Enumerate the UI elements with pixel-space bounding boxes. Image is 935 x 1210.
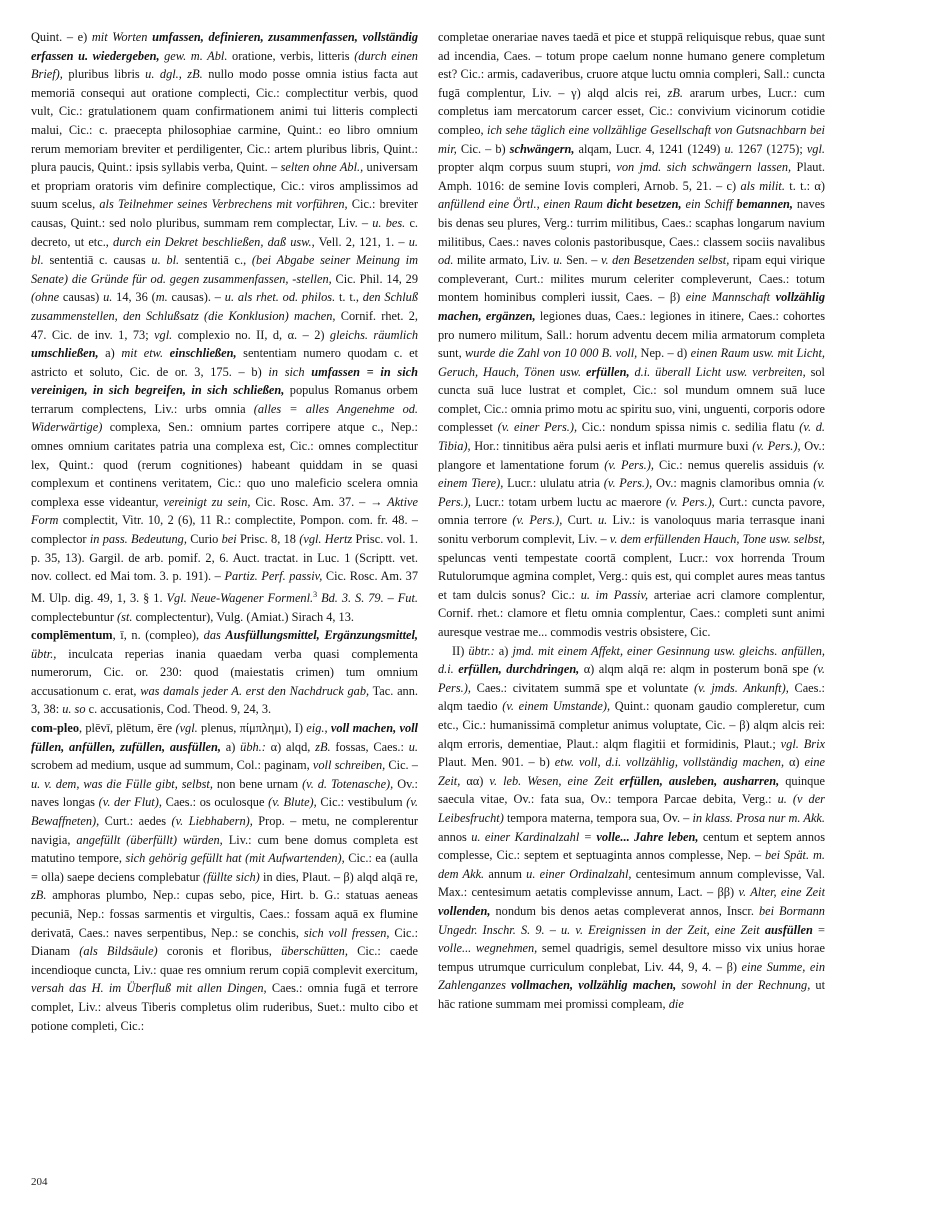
text-run: t. t.: α): [784, 178, 825, 193]
gloss-italic: u. bl.: [151, 253, 180, 268]
gloss-italic: vereinigt zu sein,: [163, 494, 251, 509]
gloss-italic: voll schreiben,: [312, 758, 386, 773]
text-run: oratione, verbis, litteris: [227, 48, 355, 63]
gloss-italic: wurde die Zahl von 10 000 B. voll,: [464, 346, 638, 361]
gloss-italic: (alles = alles Angenehme od. Widerwärtige): [31, 401, 418, 435]
gloss-italic: angefüllt (überfüllt) würden,: [76, 832, 223, 847]
text-run: Curt.: [562, 513, 598, 528]
gloss-italic: als milit.: [740, 178, 785, 193]
gloss-italic: durch ein Dekret beschließen, daß usw.,: [113, 234, 315, 249]
text-run: non bene urnam: [212, 776, 303, 791]
headword: com-pleo: [31, 721, 79, 736]
dictionary-entry: [438, 642, 825, 1014]
gloss-italic: den Schluß zusammenstellen, den Schlußsatz (die Konklusion) machen,: [31, 290, 418, 323]
gloss-italic: in klass. Prosa nur m. Akk.: [692, 810, 825, 825]
text-run: causas): [59, 290, 104, 305]
text-run: speluncas venti tempestate coortā complent, Lucr.: vox horrenda Troum Rutulorumque agmina complet, Verg.: quis est, qui complet aures meas tantus et tam dulcis sonus? Cic.:: [438, 550, 825, 602]
left-column: [31, 28, 418, 1168]
text-run: Cic.: breviter causas, Quint.: sed nolo pluribus, summam rem complectar, Liv. –: [31, 197, 418, 230]
text-run: Quint. – e): [31, 30, 92, 44]
text-run: universam et propriam oratoris vim definire complectique, Cic.: viros amplissimos ad suum scelus,: [31, 160, 418, 212]
text-run: αα): [460, 773, 490, 788]
translation-bold: umfassen = in sich vereinigen, in sich begreifen, in sich schließen,: [31, 364, 418, 398]
gloss-italic: v. dem erfüllenden Hauch, Tone usw. selbst,: [609, 532, 825, 547]
text-run: causas). –: [167, 290, 225, 305]
gloss-italic: (v. einem Tiere),: [438, 457, 825, 491]
text-run: inculcata reperias inania quaedam verba quasi complementa numerorum, Cic. or. 230: quod (maiestatis crimen) tum omnium accusationum c. erat,: [31, 646, 418, 698]
gloss-italic: (vgl.: [175, 721, 198, 736]
text-run: annum: [484, 866, 527, 881]
text-run: Liv.: cum bene domus completa est matutino tempore,: [31, 832, 418, 866]
gloss-italic: (füllte sich): [203, 869, 260, 884]
text-run: quinque saecula vitae, Ov.: fata sua, Ov.: tempora Parcae debita, Verg.:: [438, 773, 825, 807]
text-run: 1267 (1275);: [733, 141, 807, 156]
text-run: populus Romanus orbem terrarum complectens, Liv.: urbs omnia: [31, 383, 418, 416]
text-run: complectentur), Vulg. (Amiat.) Sirach 4, 13.: [132, 609, 354, 624]
text-run: pluribus libris: [62, 67, 146, 82]
gloss-italic: volle... wegnehmen,: [438, 941, 538, 956]
gloss-italic: anfüllend eine Örtl., einen Raum: [438, 197, 607, 212]
text-run: sententiā c.,: [179, 253, 252, 268]
headword: complēmentum: [31, 628, 113, 643]
gloss-italic: u. einer Kardinalzahl =: [471, 829, 597, 844]
text-run: legiones duas, Caes.: legiones in itinere, Caes.: cohortes pro numero militum, Sall.: horum adventu decem milia armatorum completa sunt,: [438, 308, 825, 361]
text-run: annos: [438, 829, 472, 844]
text-run: ripam equi virique compleverant, Curt.: milites murum celeriter compleverunt, Caes.: totum montem hominibus compleri iussit, Caes. – β): [438, 253, 825, 305]
translation-bold: vollmachen, vollzählig machen,: [511, 978, 677, 993]
text-run: Prisc. vol. 1. p. 35, 13). Gargil. de arb. pomif. 2, 6. Auct. tractat. in Luc. 1 (Scriptt. vet. nov. collect. ed Mai tom. 3. p. 191). –: [31, 532, 418, 584]
gloss-italic: u. (v der Leibesfrucht): [438, 792, 825, 825]
gloss-italic: (v. d. Tibia),: [438, 420, 825, 454]
text-run: milite armato, Liv.: [453, 253, 554, 268]
gloss-italic: in pass. Bedeutung,: [89, 532, 187, 547]
gloss-italic: gleichs. räumlich: [329, 327, 418, 342]
translation-bold: dicht besetzen,: [606, 197, 682, 212]
text-run: nondum bis denos aetas compleverat annos, Inscr.: [490, 903, 759, 918]
translation-bold: ausfüllen: [764, 922, 813, 937]
translation-bold: erfüllen, durchdringen,: [458, 662, 580, 677]
gloss-italic: od.: [438, 253, 454, 268]
gloss-italic: d.i. überall Licht usw. verbreiten,: [634, 364, 806, 379]
text-run: α) alqm alqā re: alqm in posterum bonā spe: [579, 662, 814, 677]
text-run: t. t.,: [335, 290, 363, 305]
gloss-italic: u.: [597, 513, 608, 528]
gloss-italic: (v. jmds. Ankunft),: [693, 680, 789, 695]
gloss-italic: v. Alter, eine Zeit: [738, 885, 825, 900]
text-run: Cic. – b): [456, 141, 510, 156]
gloss-italic: bei Bormann Ungedr. Inschr. S. 9. – u. v. Ereignissen in der Zeit, eine Zeit: [438, 903, 825, 937]
text-run: a): [98, 346, 122, 361]
text-run: complectebuntur: [31, 609, 118, 624]
gloss-italic: (v. Liebhabern),: [171, 814, 253, 829]
gloss-italic: (ohne: [31, 290, 60, 305]
translation-bold: Ausfüllungsmittel, Ergänzungsmittel,: [225, 628, 418, 643]
text-run: centesimum annum complevisse, Val. Max.: centesimum aetatis complevisse annum, Lact. – ββ): [438, 866, 825, 900]
text-run: Liv.: is vanoloquus maria terrasque inani sonitu verborum complevit, Liv. –: [438, 513, 825, 547]
translation-bold: erfüllen, ausleben, ausharren,: [619, 773, 780, 788]
text-run: Quint.: quonam gaudio compleretur, cum etc., Cic.: humanissimā completur animus voluptate, Cic. – β) alqm alcis rei: alqm erroris, dementiae, Plaut.: alqm flagitii et formidinis, Plaut.;: [438, 699, 825, 751]
text-run: c. decreto, ut etc.,: [31, 215, 418, 249]
gloss-italic: u.: [408, 739, 418, 754]
text-run: , ī, n. (compleo),: [112, 628, 204, 643]
gloss-italic: → Aktive Form: [31, 494, 418, 528]
gloss-italic: (v. einem Umstande),: [502, 699, 611, 714]
text-run: ut hāc ratione summam mei promissi compleam,: [438, 978, 825, 1011]
text-run: fossas, Caes.:: [330, 739, 409, 754]
text-run: Cic.: nondum spissa nimis c. sedilia flatu: [577, 420, 800, 435]
gloss-italic: u.: [103, 290, 113, 305]
text-run: Caes.: alqm taedio: [438, 680, 825, 714]
gloss-italic: u. bl.: [31, 234, 418, 268]
text-run: nullo modo posse omnia istius facta aut memoriā consequi aut oratione complecti, Cic.: complectitur verbis, quod vult, Cic.: gratulationem quam confirmationem animi tui litteris complecti malui, Cic.: c. praecepta philosophiae carmine, Quint.: eo libro omnium rerum memoriam breviter et perdiligenter, Cic.: artem pluribus libris, Quint.: plura paucis, Quint.: ipsis syllabis verba, Quint. –: [31, 67, 418, 175]
text-run: , plēvī, plētum, ēre: [79, 721, 176, 736]
text-run: Curio: [186, 532, 222, 547]
gloss-italic: etw. voll, d.i. vollzählig, vollständig machen,: [554, 755, 785, 770]
translation-bold: bemannen,: [736, 197, 794, 212]
text-run: Cic.: caede incendioque cuncta, Liv.: quae res omnium rerum copiā complevit exercitum,: [31, 944, 418, 977]
page-number: 204: [31, 1176, 48, 1188]
gloss-italic: (v. Pers.),: [438, 476, 825, 509]
gloss-italic: (v. Pers.),: [603, 476, 653, 491]
text-run: Vell. 2, 121, 1. –: [314, 234, 409, 249]
text-run: in dies, Plaut. – β) alqd alqā re,: [259, 869, 418, 884]
text-run: alqam, Lucr. 4, 1241 (1249): [574, 141, 725, 156]
text-run: plenus, πίμπλημι), I): [197, 721, 307, 736]
gloss-italic: (v. der Flut),: [98, 795, 162, 810]
gloss-italic: v. den Besetzenden selbst,: [600, 253, 730, 268]
translation-bold: schwängern,: [509, 141, 575, 156]
gloss-italic: was damals jeder A. erst den Nachdruck gab,: [140, 683, 370, 698]
gloss-italic: eig.,: [306, 721, 331, 736]
gloss-italic: bei Spät. m. dem Akk.: [438, 848, 825, 881]
text-run: Caes.: os oculosque: [161, 795, 269, 810]
text-run: coronis et floribus,: [157, 944, 282, 959]
gloss-italic: (v. Blute),: [268, 795, 317, 810]
text-run: arteriae acri clamore complentur, Cornif. rhet.: clamore et fletu omnia complentur, Caes.: completi sunt animi auresque vestrae me... commodis vestris obsistere, Cic.: [438, 587, 825, 639]
translation-bold: umfassen, definieren, zusammenfassen, vollständig erfassen u. wiedergeben,: [31, 30, 418, 63]
text-run: Caes.: omnia fugā et terrore complet, Liv.: alveus Tiberis completus olim ruderibus, Suet.: multo cibo et potione completi, Cic.:: [31, 981, 418, 1033]
text-run: Cic. Phil. 14, 29: [331, 271, 418, 286]
gloss-italic: als Teilnehmer seines Verbrechens mit vorführen,: [99, 197, 348, 212]
gloss-italic: überschütten,: [281, 944, 348, 959]
text-run: α): [784, 755, 805, 770]
gloss-italic: Bd. 3. S. 79. – Fut.: [317, 590, 418, 605]
gloss-italic: in sich: [268, 364, 312, 379]
gloss-italic: m.: [155, 290, 168, 305]
text-run: Cic. Rosc. Am. 37. –: [250, 494, 371, 509]
text-run: Cic.: vestibulum: [316, 795, 407, 810]
gloss-italic: vgl.: [806, 141, 825, 156]
gloss-italic: vgl. Brix: [780, 736, 825, 751]
gloss-italic: (bei Abgabe seiner Meinung im Senate) die Gründe für od. gegen zusammenfassen, -stellen,: [31, 253, 418, 286]
gloss-italic: Partiz. Perf. passiv,: [224, 569, 323, 584]
gloss-italic: (v. Pers.),: [512, 513, 563, 528]
text-run: Lucr.: totam urbem luctu ac maerore: [470, 494, 666, 509]
gloss-italic: zB.: [667, 85, 683, 100]
text-run: Curt.: cuncta pavore, omnia terrore: [438, 494, 825, 528]
text-run: complexa, Sen.: omnium partes corripere atque c., Nep.: omnes omnium caritates patria una complexa est, Cic.: omnes complectitur lex, Quint.: quod (rerum cognitiones) habeant quiddam in se quasi complexum et continens veritatem, Cic.: quo uno maleficio scelera omnia complexa esse videantur,: [31, 420, 418, 509]
translation-bold: umschließen,: [31, 346, 99, 361]
text-run: completae onerariae naves taedā et pice et stuppā reliquisque rebus, quae sunt ad incendia, Caes. – totum prope caelum nonne humano genere completum est? Cic.: armis, cadaveribus, cruore atque luctu omnia compleri, Sall.: cuncta fugā complentur, Liv. – γ) alqd alcis rei,: [438, 30, 825, 100]
text-run: Cornif. rhet. 2, 47. Cic. de inv. 1, 73;: [31, 308, 418, 342]
gloss-italic: sich gehörig gefüllt hat (mit Aufwartenden),: [125, 851, 345, 866]
dictionary-entry: [31, 719, 418, 1035]
text-run: Caes.: civitatem summā spe et voluntate: [470, 680, 694, 695]
text-run: Lucr.: ululatu atria: [503, 476, 604, 491]
gloss-italic: gew. m. Abl.: [159, 48, 228, 63]
gloss-italic: sowohl in der Rechnung,: [681, 978, 811, 993]
text-run: 14, 36 (: [112, 290, 156, 305]
text-run: Plaut. Amph. 1016: de semine Iovis compleri, Arnob. 5, 21. – c): [438, 160, 825, 193]
gloss-italic: (v. Pers.),: [438, 662, 825, 695]
gloss-italic: (v. Bewaffneten),: [31, 795, 418, 829]
text-run: c. accusationis, Cod. Theod. 9, 24, 3.: [85, 702, 272, 717]
gloss-italic: ich sehe täglich eine vollzählige Gesellschaft von Gutsnachbarn bei mir,: [438, 122, 825, 156]
gloss-italic: eine Zeit,: [438, 755, 825, 788]
gloss-italic: u. als rhet. od. philos.: [224, 290, 336, 305]
text-run: sententiam numero quodam c. et astricto et soluto, Cic. de or. 3, 175. – b): [31, 346, 418, 379]
gloss-italic: zB.: [315, 739, 331, 754]
gloss-italic: sich voll fressen,: [303, 925, 390, 940]
gloss-italic: das: [203, 628, 226, 643]
gloss-italic: u. im Passiv,: [580, 587, 649, 602]
gloss-italic: mit etw.: [121, 346, 170, 361]
gloss-italic: (st.: [117, 609, 133, 624]
text-run: sententiā c. causas: [43, 253, 152, 268]
right-column: [438, 28, 825, 1168]
gloss-italic: von jmd. sich schwängern lassen,: [616, 160, 792, 175]
text-run: Tac. ann. 3, 38:: [31, 683, 418, 717]
gloss-italic: (vgl. Hertz: [299, 532, 353, 547]
text-run: amphoras plumbo, Nep.: cupas sebo, pice, Hirt. b. G.: statuas aeneas pecuniā, Nep.: fossas sarmentis et virgultis, Caes.: fossam aquā ex flumine derivatā, Caes.: naves serpentibus, Nep.: se conchis,: [31, 888, 418, 940]
text-run: Cic. Rosc. Am. 37 M. Ulp. dig. 49, 1, 3. § 1.: [31, 569, 418, 605]
translation-bold: volle... Jahre leben,: [596, 829, 699, 844]
text-run: Ov.: magnis clamoribus omnia: [652, 476, 814, 491]
gloss-italic: (als Bildsäule): [79, 944, 158, 959]
text-run: centum et septem annos complesse, Cic.: septem et septuaginta annos complesse, Nep. –: [438, 829, 825, 863]
text-run: 3: [313, 589, 318, 599]
text-run: naves bis denas seu plures, Verg.: turrim militibus, Caes.: scaphas longarum navium militibus, Caes.: naves colonis pastoribusque, Caes.: classem sociis navalibus: [438, 197, 825, 249]
gloss-italic: jmd. mit einem Affekt, einer Gesinnung usw. gleichs. anfüllen, d.i.: [438, 643, 825, 677]
gloss-italic: (v. d. Totenasche),: [302, 776, 394, 791]
translation-bold: erfüllen,: [586, 364, 630, 379]
entry-continuation: [31, 28, 418, 626]
gloss-italic: (v. Pers.),: [752, 439, 801, 454]
text-run: II): [452, 643, 469, 658]
gloss-italic: u.: [724, 141, 734, 156]
gloss-italic: übtr.:: [468, 643, 495, 658]
gloss-italic: ein Schiff: [685, 197, 737, 212]
text-run: complectit, Vitr. 10, 2 (6), 11 R.: complectite, Pompon. com. fr. 48. – complector: [31, 513, 418, 547]
translation-bold: voll machen, voll füllen, anfüllen, zufüllen, ausfüllen,: [31, 721, 418, 754]
text-run: Cic.: nemus querelis assiduis: [653, 457, 814, 472]
translation-bold: vollzählig machen, ergänzen,: [438, 290, 825, 323]
entry-continuation: [438, 28, 825, 642]
gloss-italic: eine Summe, ein Zahlenganzes: [438, 959, 825, 993]
gloss-italic: u. dgl., zB.: [145, 67, 203, 82]
gloss-italic: übh.:: [240, 739, 266, 754]
gloss-italic: einen Raum usw. mit Licht, Geruch, Hauch, Tönen usw.: [438, 346, 825, 379]
text-run: Ov.: plangore et lamentatione forum: [438, 439, 825, 472]
text-run: Prisc. 8, 18: [236, 532, 300, 547]
gloss-italic: u.: [553, 253, 563, 268]
gloss-italic: übtr.,: [31, 646, 57, 661]
text-run: Sen. –: [562, 253, 601, 268]
text-run: a): [220, 739, 241, 754]
text-run: Ov.: naves longas: [31, 776, 418, 810]
gloss-italic: bei: [221, 532, 237, 547]
text-run: a): [494, 643, 513, 658]
text-run: semel quadrigis, semel desultore misso vix unius horae tempus utrumque curriculum conplebat, Liv. 44, 9, 4. – β): [438, 941, 825, 974]
gloss-italic: (v. Pers.),: [604, 457, 654, 472]
text-run: Prop. – metu, ne complerentur navigia,: [31, 814, 418, 847]
gloss-italic: u. bes.: [372, 215, 406, 230]
text-run: complexio no. II, d, α. – 2): [172, 327, 330, 342]
gloss-italic: vgl.: [154, 327, 173, 342]
text-run: sol cuncta suā luce lustrat et complet, Cic.: sol mundum omnem suā luce complet, Cic.: omnia primo motu ac spiritu suo, vini, unguenti, corporis odore complesset: [438, 364, 825, 435]
text-run: α) alqd,: [265, 739, 316, 754]
text-run: Plaut. Men. 901. – b): [438, 755, 555, 770]
gloss-italic: eine Mannschaft: [685, 290, 776, 305]
gloss-italic: versah das H. im Überfluß mit allen Dingen,: [31, 981, 267, 996]
text-run: Curt.: aedes: [99, 814, 172, 829]
text-run: =: [812, 922, 825, 937]
gloss-italic: (v. Pers.),: [665, 494, 715, 509]
gloss-italic: Vgl. Neue-Wagener Formenl.: [166, 590, 314, 605]
dictionary-entry: [31, 626, 418, 719]
text-run: scrobem ad medium, usque ad summum, Col.: paginam,: [31, 758, 313, 773]
translation-bold: einschließen,: [169, 346, 237, 361]
text-run: Cic. –: [385, 758, 418, 773]
gloss-italic: zB.: [31, 888, 47, 903]
gloss-italic: (v. einer Pers.),: [497, 420, 578, 435]
gloss-italic: u. so: [62, 702, 86, 717]
gloss-italic: mit Worten: [91, 30, 153, 44]
translation-bold: vollenden,: [438, 903, 491, 918]
gloss-italic: selten ohne Abl.,: [280, 160, 364, 175]
gloss-italic: (durch einen Brief),: [31, 48, 418, 82]
text-run: tempora materna, tempora sua, Ov. –: [503, 810, 693, 825]
text-run: ararum urbes, Lucr.: cum completus iam mercatorum carcer esset, Cic.: convivium vicinorum cotidie compleo,: [438, 85, 825, 137]
text-run: Hor.: tinnitibus aëra pulsi aeris et inflati murmure buxi: [470, 439, 753, 454]
gloss-italic: u. einer Ordinalzahl,: [526, 866, 632, 881]
text-run: Cic.: Dianam: [31, 925, 418, 959]
gloss-italic: u. v. dem, was die Fülle gibt, selbst,: [31, 776, 213, 791]
text-run: propter alqm corpus suum stupri,: [438, 160, 617, 175]
text-run: Nep. – d): [637, 346, 691, 361]
text-run: Cic.: ea (aulla = olla) saepe deciens complebatur: [31, 851, 418, 884]
gloss-italic: die: [668, 996, 684, 1011]
gloss-italic: v. leb. Wesen, eine Zeit: [489, 773, 620, 788]
